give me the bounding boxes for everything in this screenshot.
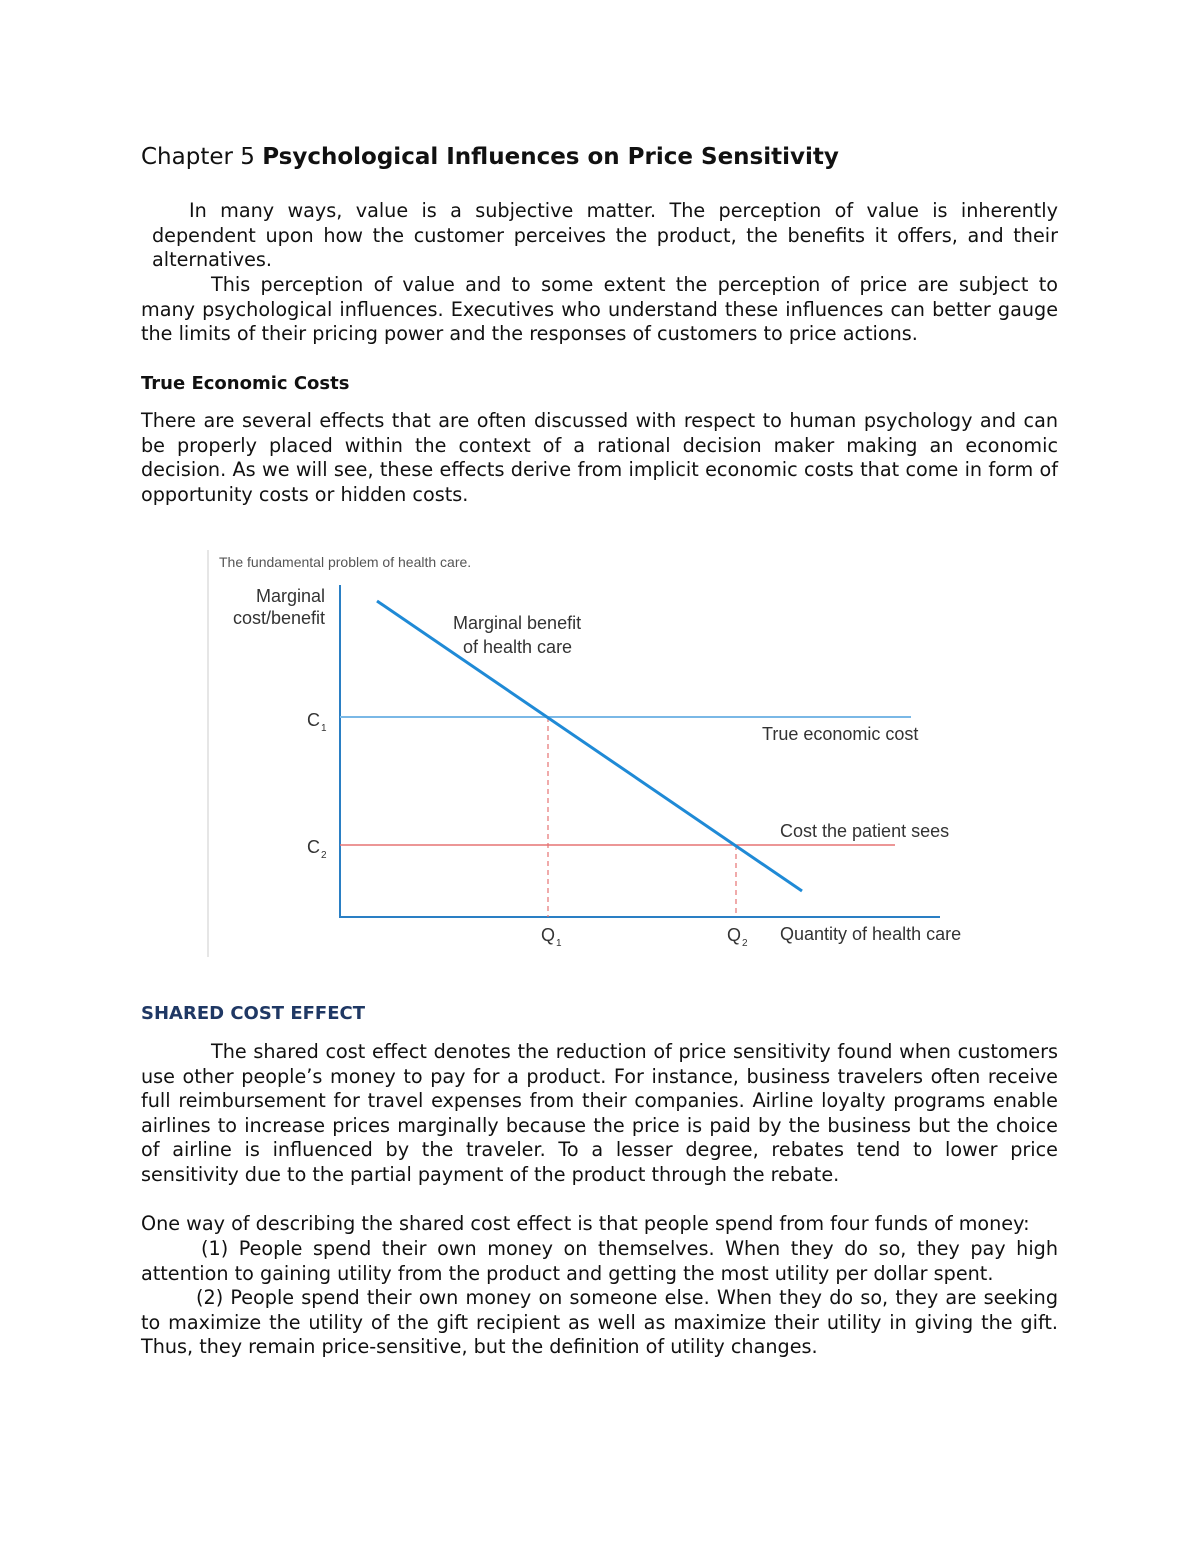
marginal-benefit-line xyxy=(377,601,802,891)
intro-paragraph-2: This perception of value and to some extent the perception of price are subject to many psychological influences. Executives who understand these influences can better gauge the limits of their pricing power and the responses of customers to price actions. xyxy=(141,273,1058,345)
chapter-topic: Psychological Influences on Price Sensitivity xyxy=(262,144,839,170)
chapter-number: Chapter 5 xyxy=(141,144,255,170)
figure-caption: The fundamental problem of health care. xyxy=(219,554,472,570)
section-heading-shared-cost-effect: SHARED COST EFFECT xyxy=(141,1003,366,1024)
health-care-figure xyxy=(205,545,1005,960)
health-care-diagram xyxy=(205,545,1005,960)
funds-list-item-1: (1) People spend their own money on themselves. When they do so, they pay high attention to gaining utility from the product and getting the most utility per dollar spent. xyxy=(141,1237,1058,1285)
page-title xyxy=(141,142,839,172)
section-body-true-economic-costs: There are several effects that are often discussed with respect to human psychology and can be properly placed within the context of a rational decision maker making an economic decision. As we will see, these effects derive from implicit economic costs that come in form of opportunity costs or hidden costs. xyxy=(141,409,1058,506)
intro-paragraph-1: In many ways, value is a subjective matter. The perception of value is inherently dependent upon how the customer perceives the product, the benefits it offers, and their alternatives. xyxy=(152,199,1058,271)
true-cost-label: True economic cost xyxy=(762,724,919,744)
c2-label: $C_2$ xyxy=(307,837,327,861)
y-axis-label-line1: Marginal xyxy=(255,586,325,606)
y-axis-label-line2: cost/benefit xyxy=(232,608,325,628)
benefit-label-line2: of health care xyxy=(463,637,573,657)
patient-cost-label: Cost the patient sees xyxy=(780,821,950,841)
funds-intro-paragraph: One way of describing the shared cost effect is that people spend from four funds of money: xyxy=(141,1212,1030,1235)
q1-label: $Q_1$ xyxy=(541,925,562,949)
benefit-label-line1: Marginal benefit xyxy=(453,613,582,633)
x-axis-label: Quantity of health care xyxy=(780,924,962,944)
section-body-shared-cost-effect: The shared cost effect denotes the reduction of price sensitivity found when customers use other people’s money to pay for a product. For instance, business travelers often receive full reimbursement for travel expenses from their companies. Airline loyalty programs enable airlines to increase prices marginally because the price is paid by the business but the choice of airline is influenced by the traveler. To a lesser degree, rebates tend to lower price sensitivity due to the partial payment of the product through the rebate. xyxy=(141,1040,1058,1186)
section-heading-true-economic-costs: True Economic Costs xyxy=(141,373,350,394)
funds-list-item-2: (2) People spend their own money on someone else. When they do so, they are seeking to maximize the utility of the gift recipient as well as maximize their utility in giving the gift. Thus, they remain price-sensitive, but the definition of utility changes. xyxy=(141,1286,1058,1358)
c1-label: $C_1$ xyxy=(307,710,327,734)
q2-label: $Q_2$ xyxy=(727,925,748,949)
